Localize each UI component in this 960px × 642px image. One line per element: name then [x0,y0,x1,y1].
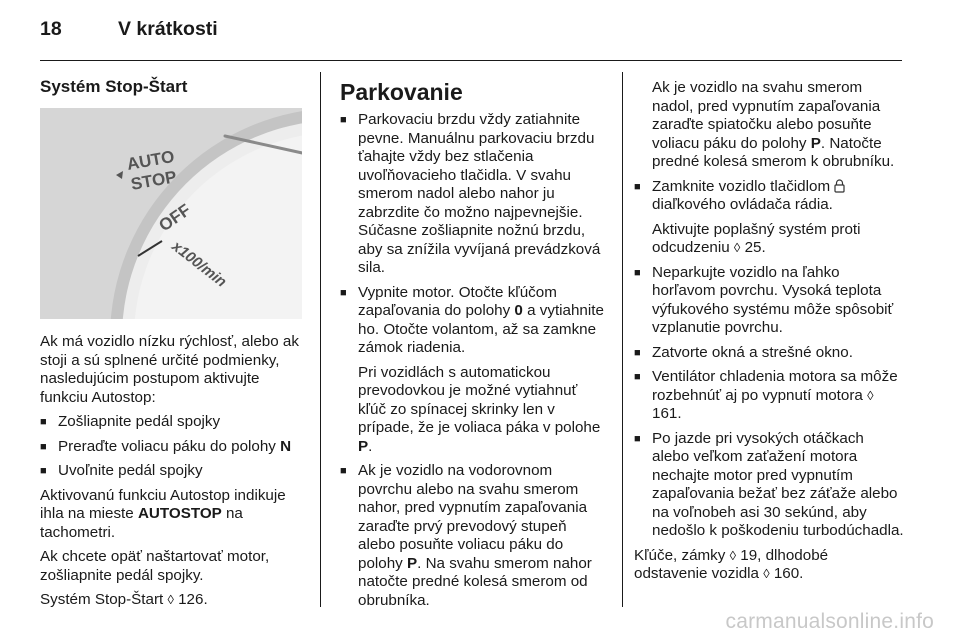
chapter-title: V krátkosti [118,18,218,40]
column-stop-start [40,78,306,103]
svg-text:STOP: STOP [129,167,178,194]
paragraph-autostop-indicator: Aktivovanú funkciu Autostop indikuje ihla na mieste AUTOSTOP na tachometri. [40,486,286,541]
list-item: ■ Parkovaciu brzdu vždy zatiahnite pevne. Manuálnu parkovaciu brzdu ťahajte vždy bez stlačenia uvoľňovacieho tlačidla. V svahu smerom nadol alebo nahor ju zabrzdite čo možno najpevnejšie. Súčasne zošliapnite nožnú brzdu, aby sa znížila vyvíjaná prevádzková sila. [340,111,606,278]
column-parking [340,79,606,616]
page-reference-icon: ◊ [167,592,174,607]
list-item: ■ Ventilátor chladenia motora sa môže rozbehnúť aj po vypnutí motora ◊ 161. [634,368,904,424]
cross-reference: Systém Stop-Štart ◊ 126. [40,591,208,608]
list-item: ■ Zošliapnite pedál spojky [40,413,308,432]
paragraph-restart: Ak chcete opäť naštartovať motor, zošliapnite pedál spojky. [40,548,270,584]
page-reference-icon: ◊ [867,387,874,403]
page-reference-icon: ◊ [763,566,770,581]
column-divider-2 [622,72,623,607]
cross-reference: Kľúče, zámky ◊ 19, dlhodobé odstavenie vozidla ◊ 160. [634,546,829,582]
list-item: ■ Uvoľnite pedál spojky [40,462,308,481]
list-item-continuation: Ak je vozidlo na svahu smerom nadol, pred vypnutím zapaľovania zaraďte spiatočku alebo posuňte voliacu páku do polohy P. Natočte predné kolesá smerom k obrubníku. [652,79,895,170]
list-item-continuation: Aktivujte poplašný systém proti odcudzeniu ◊ 25. [652,220,861,256]
page-reference-icon: ◊ [733,240,741,255]
watermark: carmanualsonline.info [725,610,934,633]
section-heading-parking: Parkovanie [340,79,463,105]
paragraph-autostop-intro: Ak má vozidlo nízku rýchlosť, alebo ak stoji a sú splnené určité podmienky, nasledujúcim postupom aktivujte funkciu Autostop: [40,333,299,406]
page-header [40,18,218,41]
page-reference-icon: ◊ [729,547,737,563]
column-divider-1 [320,72,321,607]
list-item: ■ Ak je vozidlo na vodorovnom povrchu alebo na svahu smerom nahor, pred vypnutím zapaľovania zaraďte prvý prevodový stupeň alebo posuňte voliacu páku do polohy P. Na svahu smerom nahor natočte predné kolesá smerom od obrubníka. [340,462,606,610]
list-item: ■ Preraďte voliacu páku do polohy N [40,438,308,457]
lock-icon [834,178,845,195]
svg-text:AUTO: AUTO [125,146,176,174]
header-rule [40,60,902,61]
section-heading-stop-start: Systém Stop-Štart [40,77,188,96]
tachometer-gauge-icon [40,108,302,319]
page-number: 18 [40,18,62,40]
svg-text:x100/min: x100/min [168,237,230,291]
column-stop-start-text [40,333,308,616]
list-item: ■ Vypnite motor. Otočte kľúčom zapaľovania do polohy 0 a vytiahnite ho. Otočte volantom, až sa zamkne zámok riadenia. [340,284,606,358]
list-item: ■ Zatvorte okná a strešné okno. [634,344,904,363]
column-parking-continued [634,79,904,590]
list-item: ■ Po jazde pri vysokých otáčkach alebo veľkom zaťažení motora nechajte motor pred vypnutím zapaľovania bežať bez záťaže alebo na voľnobeh asi 30 sekúnd, aby nedošlo k poškodeniu turbodúchadla. [634,430,904,541]
tachometer-illustration [40,108,302,319]
list-item-continuation: Pri vozidlách s automatickou prevodovkou je možné vytiahnuť kľúč zo spínacej skrinky len v prípade, že je voliaca páka v polohe P. [358,363,601,455]
svg-text:OFF: OFF [155,200,195,236]
list-item: ■ Neparkujte vozidlo na ľahko horľavom povrchu. Vysoká teplota výfukového systému môže spôsobiť vzplanutie povrchu. [634,264,904,338]
list-item: ■ Zamknite vozidlo tlačidlom diaľkového ovládača rádia. [634,178,904,215]
